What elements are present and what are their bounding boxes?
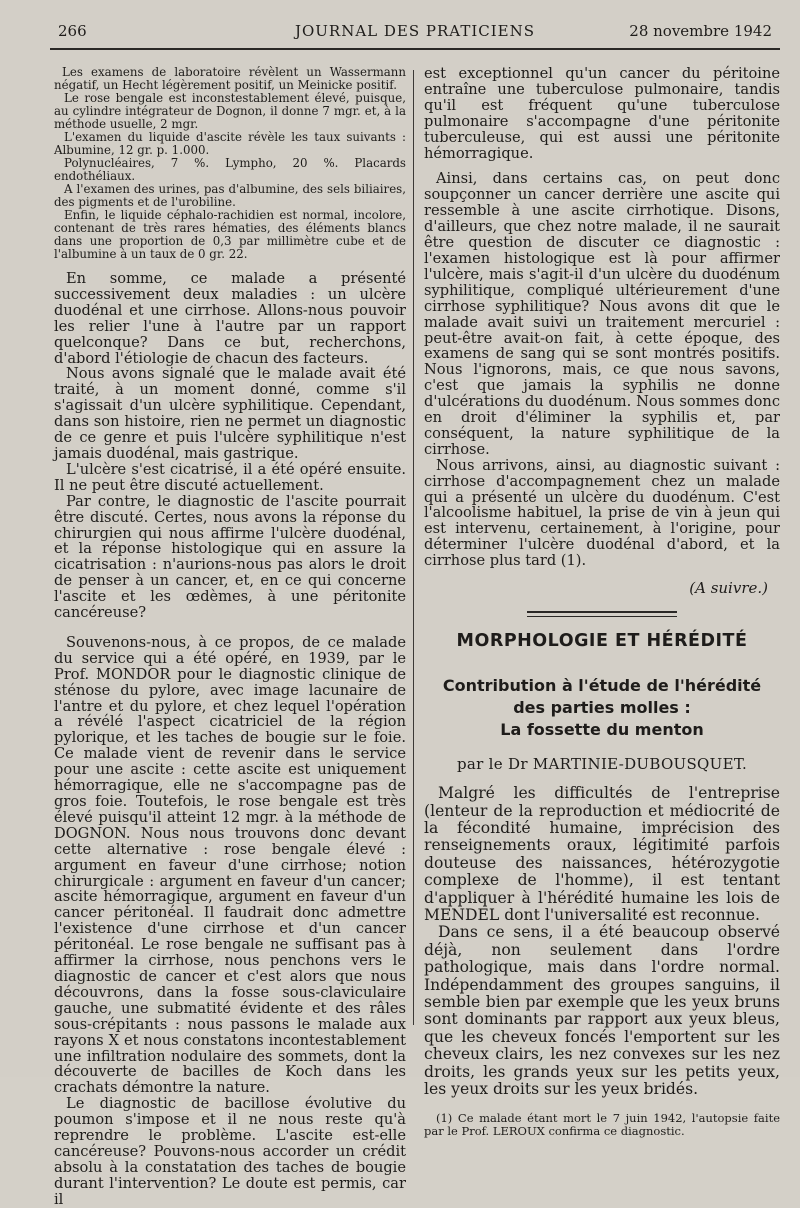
lab-paragraph: Les examens de laboratoire révèlent un Wassermann négatif, un Hecht légèrement positif, un Meinicke positif. xyxy=(54,65,406,92)
lab-paragraph: A l'examen des urines, pas d'albumine, des sels biliaires, des pigments et de l'urobiline. xyxy=(54,182,406,209)
conclusion-block xyxy=(424,171,780,569)
lab-results-block xyxy=(54,66,406,261)
lab-paragraph: Enfin, le liquide céphalo-rachidien est normal, incolore, contenant de très rares hématies, des éléments blancs dans une proportion de 0,3 par millimètre cube et de l'albumine à un taux de 0 gr. 22. xyxy=(54,208,406,261)
article-title-line: des parties molles : xyxy=(513,698,691,718)
lab-paragraph: Polynucléaires, 7 %. Lympho, 20 %. Placards endothéliaux. xyxy=(54,156,406,183)
article-body xyxy=(424,785,780,1098)
article-title-line: La fossette du menton xyxy=(500,720,704,740)
column-divider xyxy=(413,70,414,1025)
header-rule xyxy=(50,48,780,50)
right-column xyxy=(424,66,780,1138)
article-paragraph: Dans ce sens, il a été beaucoup observé déjà, non seulement dans l'ordre pathologique, mais dans l'ordre normal. Indépendamment des groupes sanguins, il semble bien par exemple que les yeux bruns sont dominants par rapport aux yeux bleus, que les cheveux foncés l'emportent sur les cheveux clairs, les nez convexes sur les nez droits, les grands yeux sur les petits yeux, les yeux droits sur les yeux bridés. xyxy=(424,923,780,1098)
continuation-block xyxy=(424,66,780,161)
body-paragraph: est exceptionnel qu'un cancer du péritoine entraîne une tuberculose pulmonaire, tandis qu'il est fréquent qu'une tuberculose pulmonaire s'accompagne d'une péritonite tuberculeuse, qui est aussi une péritonite hémorragique. xyxy=(424,65,780,162)
body-paragraph: En somme, ce malade a présenté successivement deux maladies : un ulcère duodénal et une cirrhose. Allons-nous pouvoir les relier l'une à l'autre par un rapport quelconque? Dans ce but, recherchons, d'abord l'étiologie de chacun des facteurs. xyxy=(54,270,406,367)
issue-date: 28 novembre 1942 xyxy=(629,22,772,40)
lab-paragraph: L'examen du liquide d'ascite révèle les taux suivants : Albumine, 12 gr. p. 1.000. xyxy=(54,130,406,157)
page-header xyxy=(58,22,772,48)
journal-title: JOURNAL DES PRATICIENS xyxy=(294,22,536,40)
section-title: MORPHOLOGIE ET HÉRÉDITÉ xyxy=(456,631,748,652)
to-be-continued: (A suivre.) xyxy=(689,579,768,598)
section-separator xyxy=(527,611,677,617)
article-title xyxy=(424,675,780,741)
lab-paragraph: Le rose bengale est inconstestablement élevé, puisque, au cylindre intégrateur de Dognon, il donne 7 mgr. et, à la méthode usuelle, 2 mgr. xyxy=(54,91,406,131)
left-column xyxy=(54,66,406,1208)
body-paragraph: Nous arrivons, ainsi, au diagnostic suivant : cirrhose d'accompagnement chez un malade qui a présenté un ulcère du duodénum. C'est l'alcoolisme habituel, la prise de vin à jeun qui est intervenu, certainement, à l'origine, pour déterminer l'ulcère duodénal d'abord, et la cirrhose plus tard (1). xyxy=(424,456,780,570)
body-paragraph: Souvenons-nous, à ce propos, de ce malade du service qui a été opéré, en 1939, par le Prof. MONDOR pour le diagnostic clinique de sténose du pylore, avec image lacunaire de l'antre et du pylore, et chez lequel l'opération a révélé l'aspect cicatriciel de la région pylorique, et les taches de bougie sur le foie. Ce malade vient de revenir dans le service pour une ascite : cette ascite est uniquement hémorragique, elle ne s'accompagne pas de gros foie. Toutefois, le rose bengale est très élevé puisqu'il atteint 12 mgr. à la méthode de DOGNON. Nous nous trouvons donc devant cette alternative : rose bengale élevé : argument en faveur d'une cirrhose; notion chirurgicale : argument en faveur d'un cancer; ascite hémorragique, argument en faveur d'un cancer péritonéal. Il faudrait donc admettre l'existence d'une cirrhose et d'un cancer péritonéal. Le rose bengale ne suffisant pas à affirmer la cirrhose, nous penchons vers le diagnostic de cancer et c'est alors que nous découvrons, dans la fosse sous-claviculaire gauche, une submatité évidente et des râles sous-crépitants : nous passons le malade aux rayons X et nous constatons incontestablement une infiltration nodulaire des sommets, dont la découverte de bacilles de Koch dans les crachats démontre la nature. xyxy=(54,633,406,1097)
page-number: 266 xyxy=(58,22,87,40)
body-paragraph: Nous avons signalé que le malade avait été traité, à un moment donné, comme s'il s'agissait d'un ulcère syphilitique. Cependant, dans son histoire, rien ne permet un diagnostic de ce genre et puis l'ulcère syphilitique n'est jamais duodénal, mais gastrique. xyxy=(54,365,406,462)
body-paragraph: Par contre, le diagnostic de l'ascite pourrait être discuté. Certes, nous avons la réponse du chirurgien qui nous affirme l'ulcère duodénal, et la réponse histologique qui en assure la cicatrisation : n'aurions-nous pas alors le droit de penser à un cancer, et, en ce qui concerne l'ascite et les œdèmes, à une péritonite cancéreuse? xyxy=(54,492,406,622)
case-comparison-block xyxy=(54,635,406,1208)
article-paragraph: Malgré les difficultés de l'entreprise (lenteur de la reproduction et médiocrité de la fécondité humaine, imprécision des renseignements oraux, légitimité parfois douteuse des naissances, hétérozygotie complexe de l'homme), il est tentant d'appliquer à l'hérédité humaine les lois de MENDEL dont l'universalité est reconnue. xyxy=(424,784,780,924)
body-paragraph: Ainsi, dans certains cas, on peut donc soupçonner un cancer derrière une ascite qui ressemble à une ascite cirrhotique. Disons, d'ailleurs, que chez notre malade, il ne saurait être question de discuter ce diagnostic : l'examen histologique est là pour affirmer l'ulcère, mais s'agit-il d'un ulcère du duodénum syphilitique, compliqué ultérieurement d'une cirrhose syphilitique? Nous avons dit que le malade avait suivi un traitement mercuriel : peut-être avait-on fait, à cette époque, des examens de sang qui se sont montrés positifs. Nous l'ignorons, mais, ce que nous savons, c'est que jamais la syphilis ne donne d'ulcérations du duodénum. Nous sommes donc en droit d'éliminer la syphilis et, par conséquent, la nature syphilitique de la cirrhose. xyxy=(424,170,780,458)
discussion-block xyxy=(54,271,406,621)
body-paragraph: L'ulcère s'est cicatrisé, il a été opéré ensuite. Il ne peut être discuté actuellement. xyxy=(54,460,406,494)
footnote: (1) Ce malade étant mort le 7 juin 1942, l'autopsie faite par le Prof. LEROUX confirma ce diagnostic. xyxy=(424,1111,780,1139)
body-paragraph: Le diagnostic de bacillose évolutive du poumon s'impose et il ne nous reste qu'à reprendre le problème. L'ascite est-elle cancéreuse? Pouvons-nous accorder un crédit absolu à la constatation des taches de bougie durant l'intervention? Le doute est permis, car il xyxy=(54,1095,406,1208)
article-author: par le Dr MARTINIE-DUBOUSQUET. xyxy=(456,755,748,774)
article-title-line: Contribution à l'étude de l'hérédité xyxy=(442,676,762,696)
